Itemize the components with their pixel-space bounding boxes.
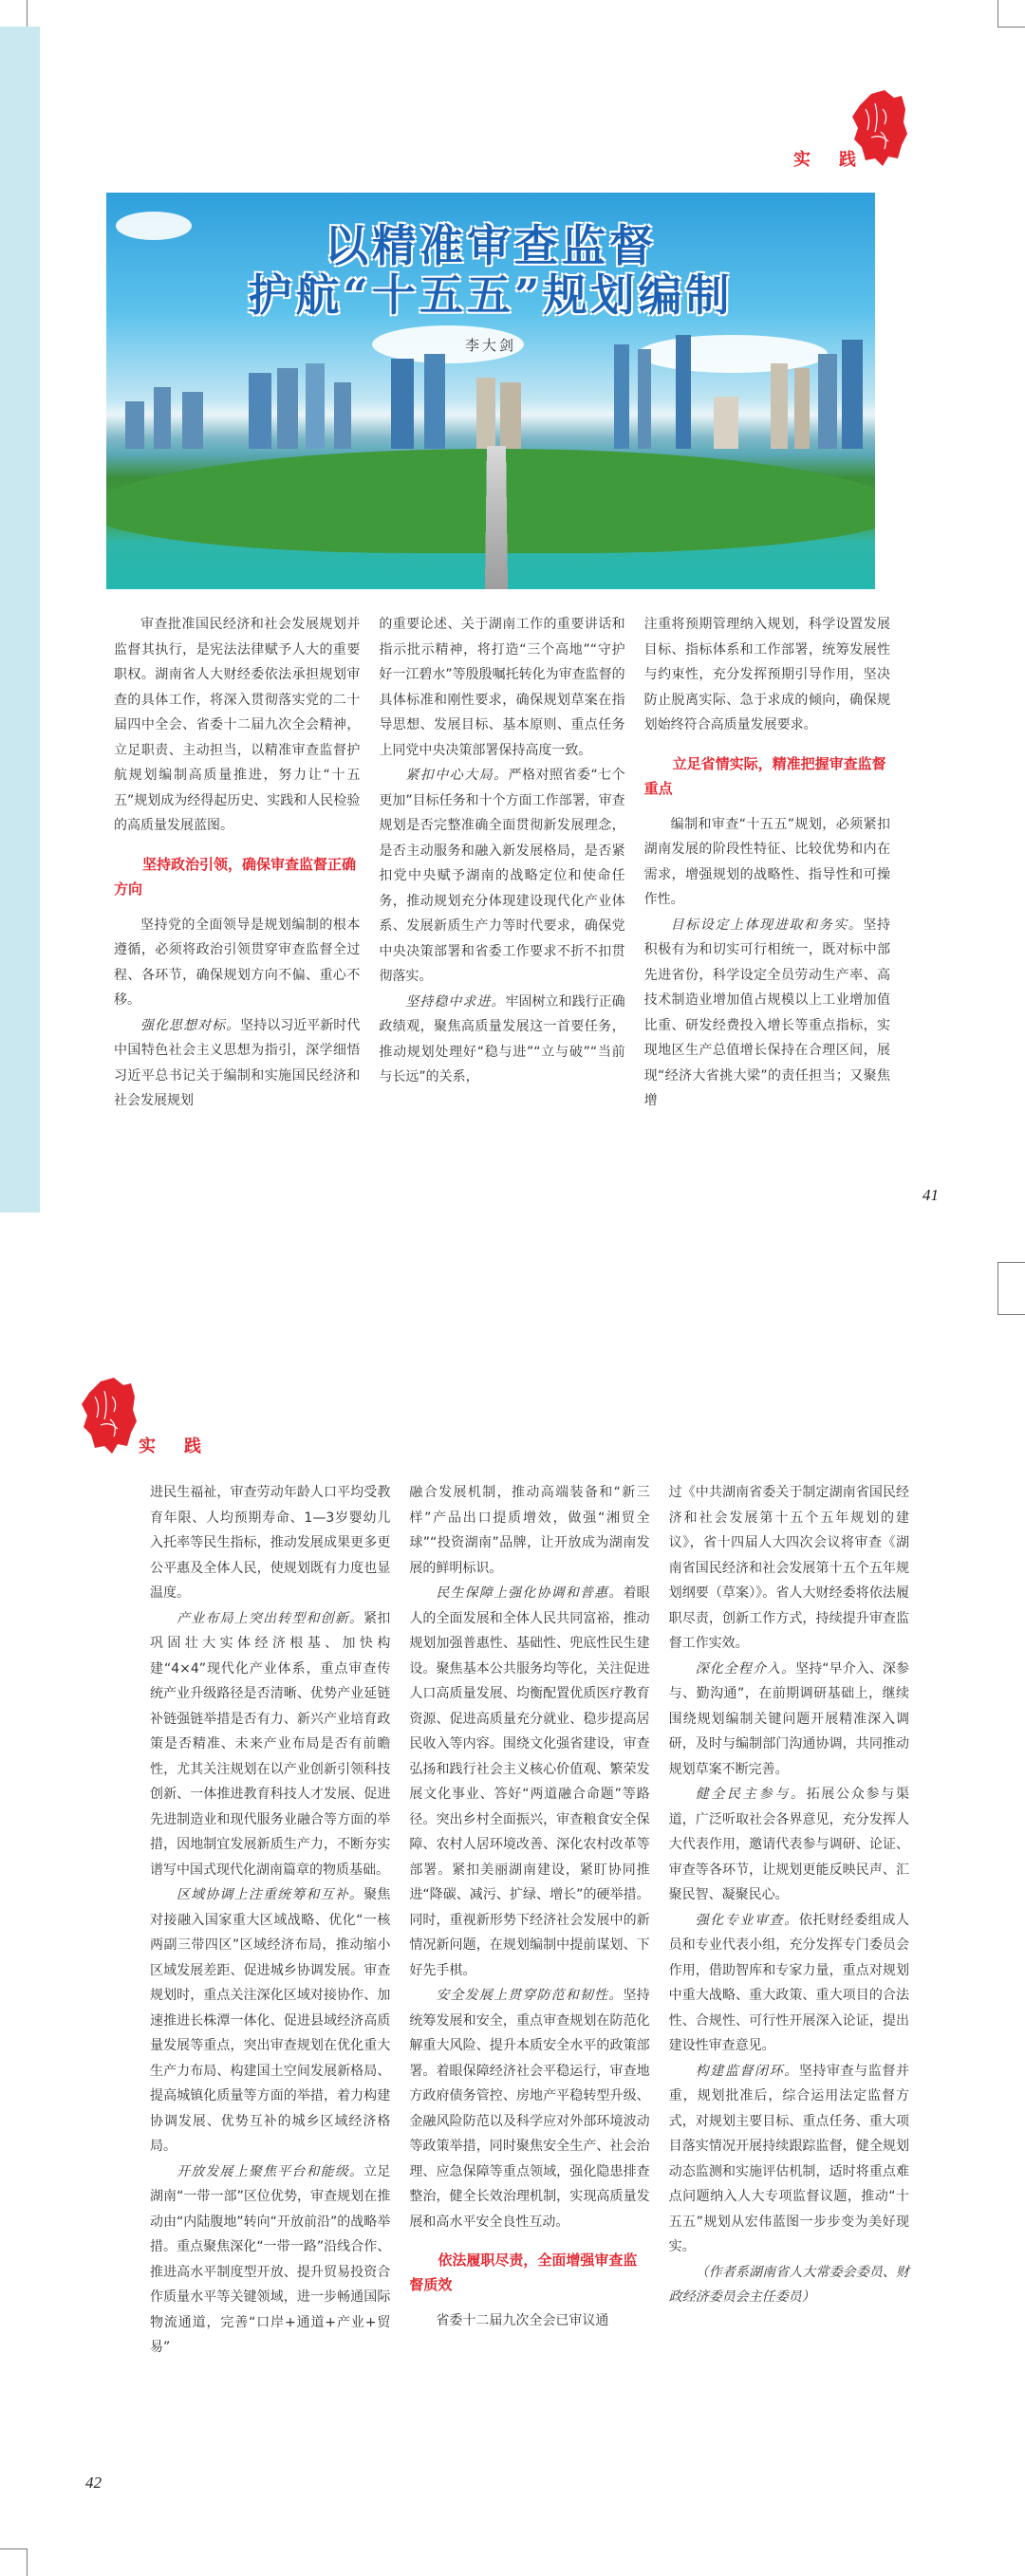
column-tag-char: 实 — [793, 150, 812, 170]
bridge-shape — [485, 446, 508, 589]
paragraph-text: 拓展公众参与渠道，广泛听取社会各界意见，充分发挥人大代表作用，邀请代表参与调研、论证、审查等各环节，让规划更能反映民声、汇聚民智、凝聚民心。 — [668, 1787, 909, 1902]
side-color-band — [0, 27, 40, 1213]
paragraph-text: 坚持审查与监督并重，规划批准后，综合运用法定监督方式，对规划主要目标、重点任务、重大项目落实情况开展持续跟踪监督，健全规划动态监测和实施评估机制，适时将重点难点问题纳入人大专项监督议题，推动“十五五”规划从宏伟蓝图一步步变为美好现实。 — [668, 2063, 909, 2254]
paragraph-text: 坚持“早介入、深参与、勤沟通”，在前期调研基础上，继续围绕规划编制关键问题开展精准深入调研，及时与编制部门沟通协调，共同推动规划草案不断完善。 — [668, 1660, 909, 1777]
paragraph — [150, 1882, 390, 2159]
column-tag-char: 实 — [139, 1436, 158, 1456]
hunan-map-logo-icon — [82, 1378, 139, 1454]
paragraph-lead: 安全发展上贯穿防范和韧性。 — [436, 1988, 624, 2003]
hunan-map-logo-icon — [852, 90, 909, 166]
paragraph-text: 聚焦对接融入国家重大区域战略、优化“一核两副三带四区”区域经济布局，推动缩小区域发展差距、促进城乡协调发展。审查规划时，重点关注深化区域对接协作、加速推进长株潭一体化、促进县域经济高质量发展等重点，突出审查规划在优化重大生产力布局、构建国土空间发展新格局、提高城镇化质量等方面的举措，着力构建协调发展、优势互补的城乡区域经济格局。 — [150, 1887, 391, 2154]
paragraph-lead: 坚持稳中求进。 — [405, 993, 506, 1010]
column-tag — [139, 1433, 203, 1457]
paragraph-text: 紧扣巩固壮大实体经济根基、加快构建“4×4”现代化产业体系，重点审查传统产业升级路径是否清晰、优势产业延链补链强链举措是否有力、新兴产业培育政策是否精准、未来产业布局是否有前瞻性，尤其关注规划在以产业创新引领科技创新、一体推进教育科技人才发展、促进先进制造业和现代服务业融合等方面的举措，因地制宜发展新质生产力，不断夯实谱写中国式现代化湖南篇章的物质基础。 — [150, 1610, 391, 1878]
paragraph — [409, 1581, 649, 1983]
paragraph: 省委十二届九次全会已审议通 — [436, 2313, 609, 2328]
paragraph: 编制和审查“十五五”规划，必须紧扣湖南发展的阶段性特征、比较优势和内在需求，增强规划的战略性、指导性和可操作性。 — [643, 816, 890, 907]
paragraph-lead: 紧扣中心大局。 — [405, 768, 509, 783]
article-author: 李大剑 — [464, 337, 516, 354]
paragraph: 进民生福祉，审查劳动年龄人口平均受教育年限、人均预期寿命、1—3岁婴幼儿入托率等民生指标，推动发展成果更多更公平惠及全体人民，使规划既有力度也显温度。 — [150, 1485, 391, 1601]
column-tag — [793, 146, 858, 171]
hero-banner-image — [106, 193, 875, 589]
text-column-2 — [409, 1480, 649, 2361]
paragraph-text: 坚持积极有为和切实可行相统一，既对标中部先进省份，科学设定全员劳动生产率、高技术制造业增加值占规模以上工业增加值比重、研发经费投入增长等重点指标，实现地区生产总值增长保持在合理区间，展现“经济大省挑大梁”的责任担当；又聚焦增 — [643, 917, 891, 1108]
paragraph — [150, 2159, 390, 2361]
paragraph — [150, 1606, 390, 1883]
paragraph-lead: 构建监督闭环。 — [695, 2063, 799, 2079]
paragraph: 审查批准国民经济和社会发展规划并监督其执行，是宪法法律赋予人大的重要职权。湖南省人大财经委依法承担规划审查的具体工作，将深入贯彻落实党的二十届四中全会、省委十二届九次全会精神，立足职责、主动担当，以精准审查监督护航规划编制高质量推进，努力让“十五五”规划成为经得起历史、实践和人民检验的高质量发展蓝图。 — [114, 617, 361, 833]
section-heading: 依法履职尽责，全面增强审查监督质效 — [409, 2252, 638, 2293]
paragraph-text: 着眼人的全面发展和全体人民共同富裕，推动规划加强普惠性、基础性、兜底性民生建设。聚焦基本公共服务均等化，关注促进人口高质量发展、均衡配置优质医疗教育资源、促进高质量充分就业、稳步提高居民收入等内容。围绕文化强省建设，审查弘扬和践行社会主义核心价值观、繁荣发展文化事业、答好“两道融合命题”等路径。突出乡村全面振兴，审查粮食安全保障、农村人居环境改善、深化农村改革等部署。紧扣美丽湖南建设，紧盯协同推进“降碳、减污、扩绿、增长”的硬举措。同时，重视新形势下经济社会发展中的新情况新问题，在规划编制中提前谋划、下好先手棋。 — [409, 1585, 650, 1978]
paragraph: 过《中共湖南省委关于制定湖南省国民经济和社会发展第十五个五年规划的建议》，省十四届人大四次会议将审查《湖南省国民经济和社会发展第十五个五年规划纲要（草案）》。省人大财经委将依法履职尽责，创新工作方式，持续提升审查监督工作实效。 — [668, 1485, 909, 1651]
paragraph — [379, 990, 624, 1090]
paragraph: 注重将预期管理纳入规划，科学设置发展目标、指标体系和工作部署，统筹发展性与约束性，充分发挥预期引导作用，坚决防止脱离实际、急于求成的倾向，确保规划始终符合高质量发展要求。 — [643, 617, 890, 732]
paragraph — [669, 2059, 909, 2260]
paragraph-lead: 产业布局上突出转型和创新。 — [177, 1610, 364, 1626]
article-title — [106, 221, 875, 320]
paragraph — [669, 1908, 909, 2059]
page-number: 41 — [922, 1186, 939, 1204]
text-column-2 — [379, 612, 624, 1114]
text-column-3 — [644, 612, 890, 1114]
paragraph-lead: 深化全程介入。 — [695, 1660, 796, 1677]
column-tag-char: 践 — [839, 150, 858, 170]
article-title-line-1: 以精准审查监督 — [325, 220, 657, 271]
section-heading: 立足省情实际，精准把握审查监督重点 — [643, 754, 886, 797]
paragraph-text: 牢固树立和践行正确政绩观，聚焦高质量发展这一首要任务，推动规划处理好“稳与进”“立与破”“当前与长远”的关系， — [379, 993, 625, 1084]
paragraph-lead: 民生保障上强化协调和普惠。 — [436, 1585, 624, 1601]
article-body-page-42 — [150, 1480, 909, 2361]
paragraph: 的重要论述、关于湖南工作的重要讲话和指示批示精神，将打造“三个高地”“守护好一江碧水”等殷殷嘱托转化为审查监督的具体标准和刚性要求，确保规划草案在指导思想、发展目标、基本原则、重点任务上同党中央决策部署保持高度一致。 — [379, 617, 625, 758]
paragraph-text: 依托财经委组成人员和专业代表小组，充分发挥专门委员会作用，借助智库和专家力量，重点对规划中重大战略、重大政策、重大项目的合法性、合规性、可行性开展深入论证，提出建设性审查意见。 — [668, 1912, 909, 2053]
column-tag-char: 践 — [184, 1436, 203, 1456]
paragraph — [409, 1983, 649, 2234]
paragraph-lead: 目标设定上体现进取和务实。 — [670, 917, 864, 933]
paragraph — [379, 763, 624, 990]
paragraph-text: 坚持以习近平新时代中国特色社会主义思想为指引，深学细悟习近平总书记关于编制和实施国民经济和社会发展规划 — [114, 1017, 361, 1108]
page-number: 42 — [85, 2474, 102, 2492]
paragraph-text: 坚持统筹发展和安全，重点审查规划在防范化解重大风险、提升本质安全水平的政策部署。着眼保障经济社会平稳运行，审查地方政府债务管控、房地产平稳转型升级、金融风险防范以及科学应对外部环境波动等政策举措，同时聚焦安全生产、社会治理、应急保障等重点领域，强化隐患排查整治，健全长效治理机制，实现高质量发展和高水平安全良性互动。 — [409, 1988, 650, 2230]
paragraph: 坚持党的全面领导是规划编制的根本遵循，必须将政治引领贯穿审查监督全过程、各环节，确保规划方向不偏、重心不移。 — [114, 917, 361, 1008]
section-heading: 坚持政治引领，确保审查监督正确方向 — [114, 855, 357, 898]
paragraph-text: 立足湖南“一带一部”区位优势，审查规划在推动由“内陆腹地”转向“开放前沿”的战略举措。重点聚焦深化“一带一路”沿线合作、推进高水平制度型开放、提升贸易投资合作质量水平等关键领域，进一步畅通国际物流通道，完善“口岸+通道+产业+贸易” — [150, 2163, 391, 2355]
paragraph-lead: 强化专业审查。 — [695, 1912, 799, 1928]
paragraph — [644, 913, 890, 1114]
paragraph — [669, 1782, 909, 1908]
paragraph-text: 严格对照省委“七个更加”目标任务和十个方面工作部署，审查规划是否完整准确全面贯彻新发展理念，是否主动服务和融入新发展格局，是否紧扣党中央赋予湖南的战略定位和使命任务，推动规划充分体现建设现代化产业体系、发展新质生产力等时代要求，确保党中央决策部署和省委工作要求不折不扣贯彻落实。 — [379, 768, 625, 984]
text-column-1 — [150, 1480, 390, 2361]
article-body-page-41 — [114, 612, 890, 1114]
crop-mark-top-right — [997, 0, 1025, 28]
text-column-1 — [114, 612, 360, 1114]
crop-mark-bottom-left — [0, 2548, 28, 2576]
paragraph-lead: 健全民主参与。 — [695, 1787, 807, 1802]
paragraph — [669, 1657, 909, 1783]
paragraph: 融合发展机制，推动高端装备和“新三样”产品出口提质增效，做强“湘贸全球”“投资湖南”品牌，让开放成为湖南发展的鲜明标识。 — [409, 1485, 650, 1576]
paragraph-lead: 开放发展上聚焦平台和能级。 — [177, 2163, 364, 2179]
author-bio: （作者系湖南省人大常委会委员、财政经济委员会主任委员） — [668, 2264, 909, 2305]
paragraph — [114, 1013, 360, 1114]
text-column-3 — [669, 1480, 909, 2361]
crop-mark-page-break — [997, 1262, 1025, 1315]
paragraph-lead: 区域协调上注重统筹和互补。 — [177, 1887, 364, 1902]
article-title-line-2: 护航“十五五”规划编制 — [248, 269, 734, 321]
paragraph-lead: 强化思想对标。 — [140, 1017, 241, 1033]
crop-mark-top-left — [0, 0, 28, 28]
